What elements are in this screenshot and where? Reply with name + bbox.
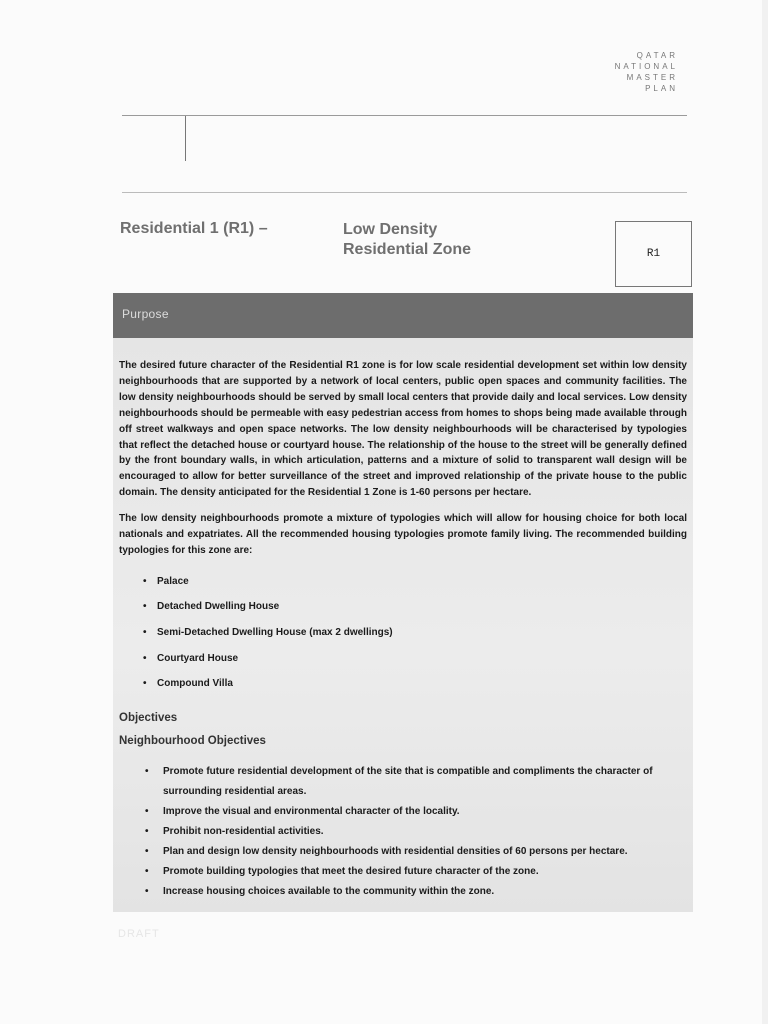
list-item [119, 627, 687, 653]
objectives-heading: Objectives [119, 711, 178, 724]
purpose-content [113, 338, 693, 912]
zone-subtitle-line: Low Density [343, 221, 438, 238]
list-item [119, 842, 687, 862]
masthead-line: NATIONAL [614, 62, 678, 71]
bullet-icon: • [143, 678, 147, 690]
bullet-icon: • [145, 825, 149, 837]
zone-code-box: R1 [615, 221, 692, 287]
bullet-icon: • [143, 652, 147, 664]
masthead-line: MASTER [626, 73, 678, 82]
list-item-label: Detached Dwelling House [157, 601, 280, 613]
bullet-icon: • [143, 627, 147, 639]
header-divider [185, 116, 186, 161]
zone-subtitle-line: Residential Zone [343, 241, 472, 258]
paragraph: The low density neighbourhoods promote a mixture of typologies which will allow for housing choice for both local nationals and expatriates. All the recommended housing typologies promote family living. The recommended building typologies for this zone are: [119, 513, 687, 556]
list-item [119, 882, 687, 902]
list-item-label: Courtyard House [157, 652, 239, 664]
draft-watermark: DRAFT [118, 928, 160, 940]
purpose-heading: Purpose [113, 293, 693, 338]
masthead-line: QATAR [636, 51, 678, 60]
masthead-logo [615, 50, 678, 94]
bullet-icon: • [145, 865, 149, 877]
paragraph: The desired future character of the Residential R1 zone is for low scale residential development set within low density neighbourhoods that are supported by a network of local centers, public open spaces and community facilities. The low density neighbourhoods should be served by small local centers that provide daily and local services. Low density neighbourhoods should be permeable with easy pedestrian access from homes to shops being made available through off street walkways and open space networks. The low density neighbourhoods will be characterised by typologies that reflect the detached house or courtyard house. The relationship of the house to the street will be generally defined by the front boundary walls, in which articulation, patterns and a mixture of solid to transparent wall design will be encouraged to allow for better surveillance of the street and improved relationship of the private house to the public domain. The density anticipated for the Residential 1 Zone is 1-60 persons per hectare. [119, 360, 687, 499]
bullet-icon: • [145, 845, 149, 857]
list-item [119, 862, 687, 882]
bullet-icon: • [145, 765, 149, 777]
typology-list [119, 576, 687, 704]
list-item-label: Increase housing choices available to the community within the zone. [163, 885, 495, 897]
header-rule [122, 115, 687, 116]
list-item [119, 601, 687, 627]
list-item-label: Promote future residential development of the site that is compatible and compliments the character of surrounding residential areas. [163, 765, 653, 797]
bullet-icon: • [145, 885, 149, 897]
list-item-label: Improve the visual and environmental character of the locality. [163, 805, 460, 817]
bullet-icon: • [143, 601, 147, 613]
list-item [119, 576, 687, 602]
zone-title: Residential 1 (R1) – [120, 220, 268, 237]
list-item-label: Semi-Detached Dwelling House (max 2 dwellings) [157, 627, 393, 639]
list-item [119, 822, 687, 842]
neighbourhood-objectives-heading: Neighbourhood Objectives [119, 734, 266, 747]
zone-subtitle [343, 220, 471, 260]
list-item-label: Palace [157, 575, 189, 587]
list-item-label: Prohibit non-residential activities. [163, 825, 324, 837]
bullet-icon: • [143, 575, 147, 587]
list-item [119, 653, 687, 679]
objectives-list [119, 762, 687, 902]
list-item [119, 762, 687, 802]
section-rule [122, 192, 687, 193]
list-item [119, 802, 687, 822]
bullet-icon: • [145, 805, 149, 817]
list-item-label: Promote building typologies that meet the desired future character of the zone. [163, 865, 539, 877]
page-edge [762, 0, 768, 1024]
list-item [119, 678, 687, 704]
list-item-label: Plan and design low density neighbourhoods with residential densities of 60 persons per hectare. [163, 845, 628, 857]
masthead-line: PLAN [645, 84, 678, 93]
list-item-label: Compound Villa [157, 678, 233, 690]
